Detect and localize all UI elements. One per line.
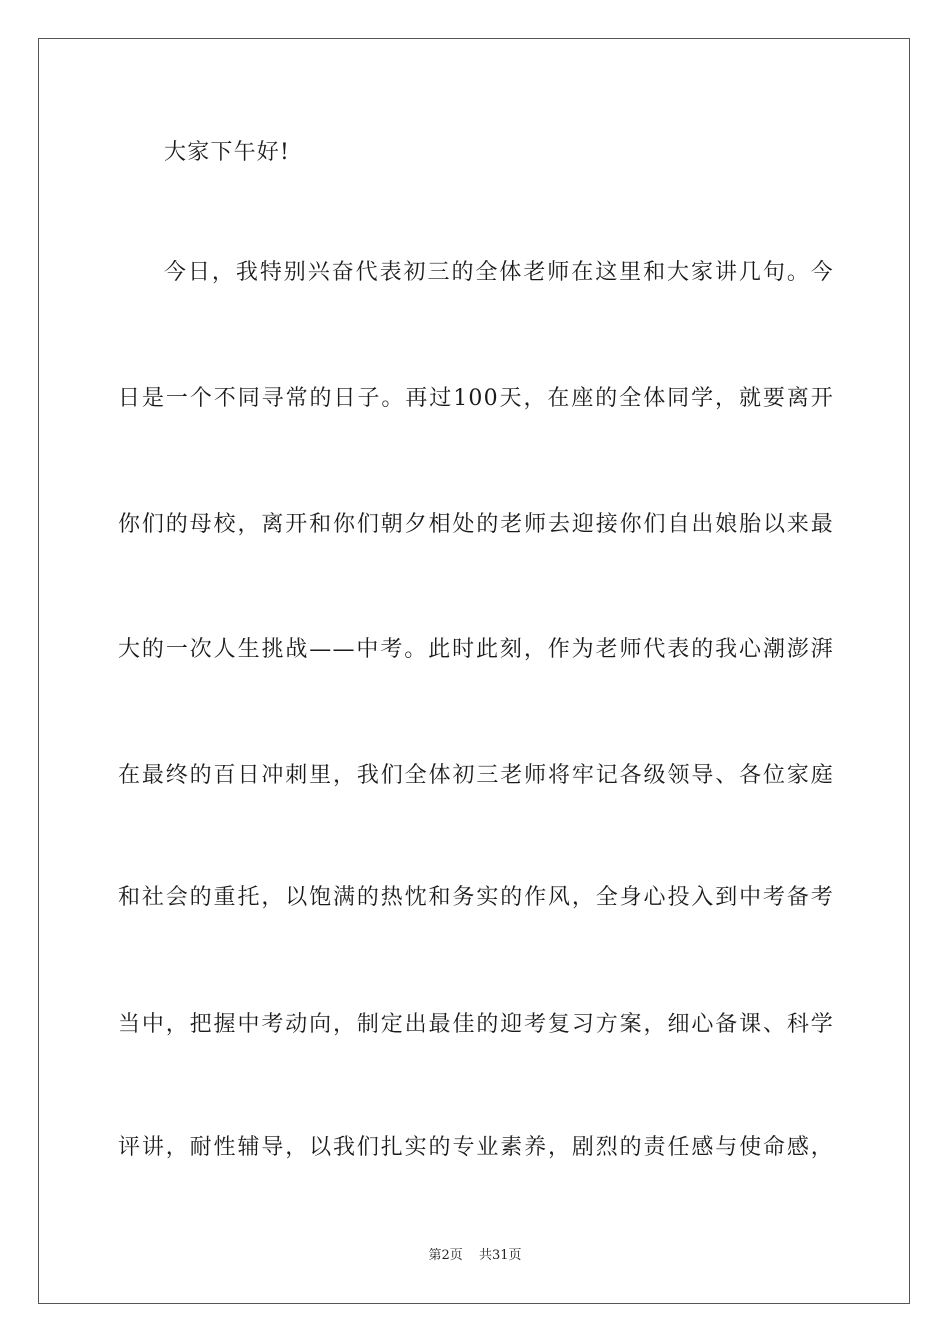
paragraph-line: 日是一个不同寻常的日子。再过100天，在座的全体同学，就要离开 <box>118 386 834 411</box>
paragraph-line: 大的一次人生挑战——中考。此时此刻，作为老师代表的我心潮澎湃 <box>118 637 834 662</box>
paragraph-line: 评讲，耐性辅导，以我们扎实的专业素养，剧烈的责任感与使命感， <box>118 1135 834 1160</box>
paragraph-line: 你们的母校，离开和你们朝夕相处的老师去迎接你们自出娘胎以来最 <box>118 512 834 537</box>
page-total: 共31页 <box>478 1248 522 1263</box>
paragraph-line: 和社会的重托，以饱满的热忱和务实的作风，全身心投入到中考备考 <box>118 885 834 910</box>
page-footer <box>0 1247 950 1265</box>
paragraph-line: 当中，把握中考动向，制定出最佳的迎考复习方案，细心备课、科学 <box>118 1012 834 1037</box>
page-border <box>38 38 910 1304</box>
greeting-line: 大家下午好! <box>164 140 291 165</box>
page-number: 第2页 <box>428 1248 463 1263</box>
paragraph-line: 在最终的百日冲刺里，我们全体初三老师将牢记各级领导、各位家庭 <box>118 763 834 788</box>
paragraph-line: 今日，我特别兴奋代表初三的全体老师在这里和大家讲几句。今 <box>164 260 834 285</box>
